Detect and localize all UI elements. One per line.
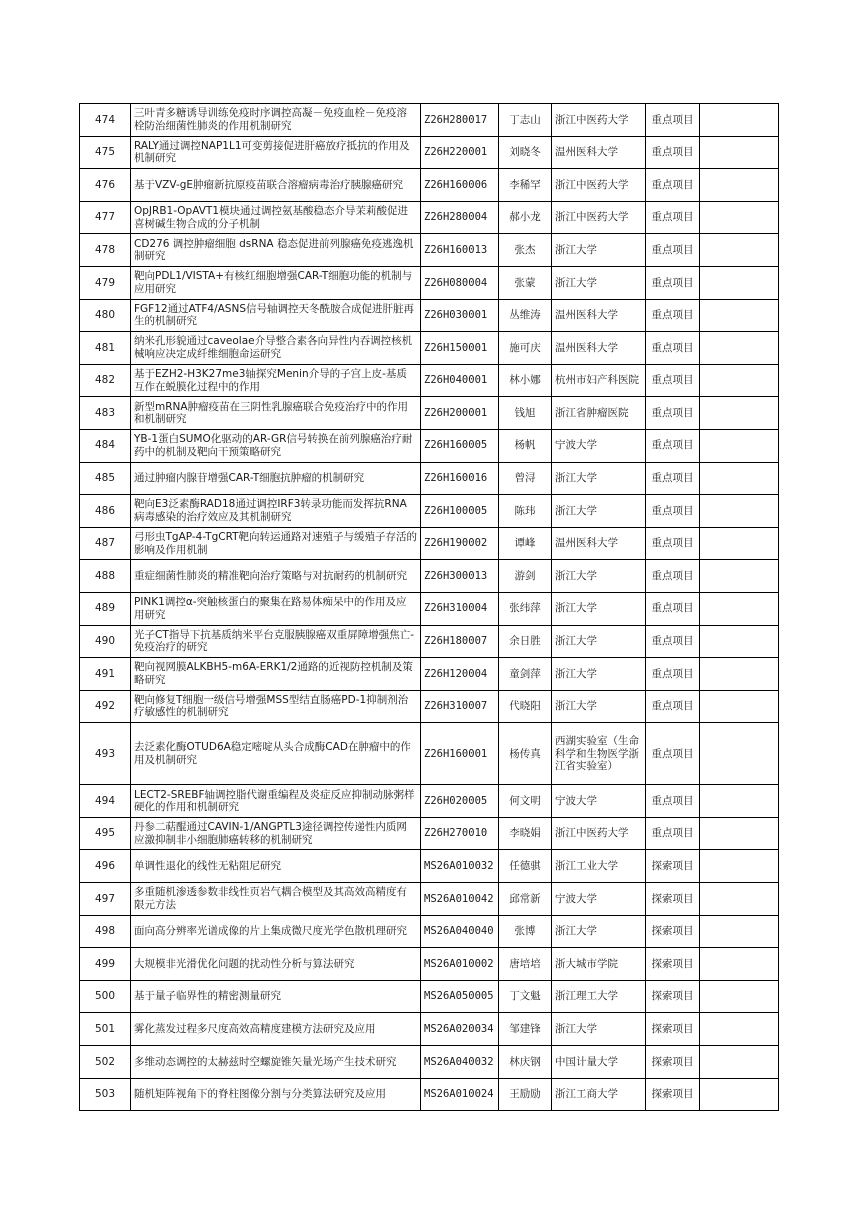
row-number: 491 bbox=[80, 658, 131, 691]
row-number: 482 bbox=[80, 364, 131, 397]
row-number: 488 bbox=[80, 560, 131, 593]
note-cell bbox=[700, 495, 779, 528]
project-code: Z26H150001 bbox=[421, 332, 499, 365]
institution: 浙江大学 bbox=[552, 234, 646, 267]
project-leader: 林小娜 bbox=[499, 364, 552, 397]
note-cell bbox=[700, 948, 779, 981]
project-type: 重点项目 bbox=[646, 234, 700, 267]
project-leader: 陈玮 bbox=[499, 495, 552, 528]
table-row bbox=[80, 690, 779, 723]
note-cell bbox=[700, 462, 779, 495]
institution: 浙江大学 bbox=[552, 915, 646, 948]
project-code: Z26H220001 bbox=[421, 136, 499, 169]
row-number: 486 bbox=[80, 495, 131, 528]
table-row bbox=[80, 299, 779, 332]
table-row bbox=[80, 592, 779, 625]
table-row bbox=[80, 332, 779, 365]
institution: 浙江大学 bbox=[552, 625, 646, 658]
note-cell bbox=[700, 201, 779, 234]
project-code: Z26H310007 bbox=[421, 690, 499, 723]
project-type: 重点项目 bbox=[646, 136, 700, 169]
project-leader: 邹建锋 bbox=[499, 1013, 552, 1046]
project-type: 探索项目 bbox=[646, 883, 700, 916]
project-code: MS26A040040 bbox=[421, 915, 499, 948]
table-row bbox=[80, 817, 779, 850]
row-number: 503 bbox=[80, 1078, 131, 1111]
project-title: 去泛素化酶OTUD6A稳定嘧啶从头合成酶CAD在肿瘤中的作用及机制研究 bbox=[131, 723, 421, 785]
project-leader: 杨传真 bbox=[499, 723, 552, 785]
project-leader: 张博 bbox=[499, 915, 552, 948]
project-code: Z26H300013 bbox=[421, 560, 499, 593]
note-cell bbox=[700, 397, 779, 430]
row-number: 501 bbox=[80, 1013, 131, 1046]
project-title: 大规模非光滑优化问题的扰动性分析与算法研究 bbox=[131, 948, 421, 981]
row-number: 480 bbox=[80, 299, 131, 332]
project-leader: 余日胜 bbox=[499, 625, 552, 658]
table-row bbox=[80, 723, 779, 785]
project-leader: 林庆钢 bbox=[499, 1046, 552, 1079]
project-title: RALY通过调控NAP1L1可变剪接促进肝癌放疗抵抗的作用及机制研究 bbox=[131, 136, 421, 169]
project-code: Z26H280004 bbox=[421, 201, 499, 234]
note-cell bbox=[700, 592, 779, 625]
row-number: 497 bbox=[80, 883, 131, 916]
project-code: Z26H080004 bbox=[421, 266, 499, 299]
project-list-table bbox=[79, 103, 779, 1111]
institution: 浙江中医药大学 bbox=[552, 104, 646, 137]
project-code: Z26H030001 bbox=[421, 299, 499, 332]
row-number: 499 bbox=[80, 948, 131, 981]
project-code: Z26H160001 bbox=[421, 723, 499, 785]
note-cell bbox=[700, 234, 779, 267]
project-code: Z26H120004 bbox=[421, 658, 499, 691]
project-leader: 张纬萍 bbox=[499, 592, 552, 625]
table-row bbox=[80, 201, 779, 234]
project-type: 探索项目 bbox=[646, 1046, 700, 1079]
project-type: 探索项目 bbox=[646, 850, 700, 883]
project-code: Z26H270010 bbox=[421, 817, 499, 850]
project-code: Z26H280017 bbox=[421, 104, 499, 137]
project-leader: 邱常新 bbox=[499, 883, 552, 916]
project-leader: 曾浔 bbox=[499, 462, 552, 495]
table-row bbox=[80, 1046, 779, 1079]
project-code: Z26H020005 bbox=[421, 785, 499, 818]
project-title: 基于VZV-gE肿瘤新抗原疫苗联合溶瘤病毒治疗胰腺癌研究 bbox=[131, 169, 421, 202]
project-title: 靶向PDL1/VISTA+有核红细胞增强CAR-T细胞功能的机制与应用研究 bbox=[131, 266, 421, 299]
institution: 浙江大学 bbox=[552, 266, 646, 299]
project-leader: 何文明 bbox=[499, 785, 552, 818]
row-number: 494 bbox=[80, 785, 131, 818]
project-leader: 杨帆 bbox=[499, 429, 552, 462]
project-title: 面向高分辨率光谱成像的片上集成微尺度光学色散机理研究 bbox=[131, 915, 421, 948]
row-number: 500 bbox=[80, 980, 131, 1013]
table-row bbox=[80, 266, 779, 299]
institution: 杭州市妇产科医院 bbox=[552, 364, 646, 397]
table-row bbox=[80, 527, 779, 560]
row-number: 485 bbox=[80, 462, 131, 495]
project-title: 通过肿瘤内腺苷增强CAR-T细胞抗肿瘤的机制研究 bbox=[131, 462, 421, 495]
institution: 宁波大学 bbox=[552, 429, 646, 462]
project-title: 新型mRNA肿瘤疫苗在三阴性乳腺癌联合免疫治疗中的作用和机制研究 bbox=[131, 397, 421, 430]
project-code: Z26H160013 bbox=[421, 234, 499, 267]
project-title: PINK1调控α-突触核蛋白的聚集在路易体痴呆中的作用及应用研究 bbox=[131, 592, 421, 625]
project-leader: 王励励 bbox=[499, 1078, 552, 1111]
table-row bbox=[80, 364, 779, 397]
table-row bbox=[80, 169, 779, 202]
note-cell bbox=[700, 980, 779, 1013]
project-type: 重点项目 bbox=[646, 201, 700, 234]
project-title: 雾化蒸发过程多尺度高效高精度建模方法研究及应用 bbox=[131, 1013, 421, 1046]
project-code: Z26H180007 bbox=[421, 625, 499, 658]
project-leader: 丁文魁 bbox=[499, 980, 552, 1013]
note-cell bbox=[700, 332, 779, 365]
row-number: 474 bbox=[80, 104, 131, 137]
row-number: 478 bbox=[80, 234, 131, 267]
project-title: 弓形虫TgAP-4-TgCRT靶向转运通路对速殖子与缓殖子存活的影响及作用机制 bbox=[131, 527, 421, 560]
project-type: 重点项目 bbox=[646, 299, 700, 332]
project-code: MS26A010032 bbox=[421, 850, 499, 883]
project-title: OpJRB1-OpAVT1模块通过调控氨基酸稳态介导茉莉酸促进喜树碱生物合成的分子机制 bbox=[131, 201, 421, 234]
institution: 浙江大学 bbox=[552, 495, 646, 528]
project-type: 重点项目 bbox=[646, 397, 700, 430]
project-type: 重点项目 bbox=[646, 429, 700, 462]
note-cell bbox=[700, 1013, 779, 1046]
project-leader: 郝小龙 bbox=[499, 201, 552, 234]
project-code: Z26H040001 bbox=[421, 364, 499, 397]
note-cell bbox=[700, 850, 779, 883]
note-cell bbox=[700, 136, 779, 169]
institution: 浙江大学 bbox=[552, 560, 646, 593]
note-cell bbox=[700, 1046, 779, 1079]
project-title: LECT2-SREBF轴调控脂代谢重编程及炎症反应抑制动脉粥样硬化的作用和机制研究 bbox=[131, 785, 421, 818]
note-cell bbox=[700, 527, 779, 560]
table-row bbox=[80, 883, 779, 916]
note-cell bbox=[700, 364, 779, 397]
project-type: 重点项目 bbox=[646, 364, 700, 397]
project-leader: 童剑萍 bbox=[499, 658, 552, 691]
table-row bbox=[80, 785, 779, 818]
table-row bbox=[80, 429, 779, 462]
project-title: 丹参二萜醌通过CAVIN-1/ANGPTL3途径调控传递性内质网应激抑制非小细胞肺癌转移的机制研究 bbox=[131, 817, 421, 850]
project-code: MS26A040032 bbox=[421, 1046, 499, 1079]
project-type: 重点项目 bbox=[646, 625, 700, 658]
project-type: 重点项目 bbox=[646, 592, 700, 625]
institution: 西湖实验室（生命科学和生物医学浙江省实验室） bbox=[552, 723, 646, 785]
project-leader: 谭峰 bbox=[499, 527, 552, 560]
project-leader: 施可庆 bbox=[499, 332, 552, 365]
row-number: 490 bbox=[80, 625, 131, 658]
row-number: 498 bbox=[80, 915, 131, 948]
institution: 浙江大学 bbox=[552, 462, 646, 495]
note-cell bbox=[700, 429, 779, 462]
project-code: Z26H310004 bbox=[421, 592, 499, 625]
row-number: 476 bbox=[80, 169, 131, 202]
project-leader: 张蒙 bbox=[499, 266, 552, 299]
row-number: 496 bbox=[80, 850, 131, 883]
row-number: 479 bbox=[80, 266, 131, 299]
institution: 浙大城市学院 bbox=[552, 948, 646, 981]
project-type: 探索项目 bbox=[646, 915, 700, 948]
project-title: 光子CT指导下抗基质纳米平台克服胰腺癌双重屏障增强焦亡-免疫治疗的研究 bbox=[131, 625, 421, 658]
project-title: 多维动态调控的太赫兹时空螺旋锥矢量光场产生技术研究 bbox=[131, 1046, 421, 1079]
table-row bbox=[80, 850, 779, 883]
project-title: 靶向E3泛素酶RAD18通过调控IRF3转录功能而发挥抗RNA病毒感染的治疗效应及其机制研究 bbox=[131, 495, 421, 528]
project-type: 重点项目 bbox=[646, 658, 700, 691]
project-code: Z26H190002 bbox=[421, 527, 499, 560]
institution: 浙江大学 bbox=[552, 1013, 646, 1046]
project-title: 重症细菌性肺炎的精准靶向治疗策略与对抗耐药的机制研究 bbox=[131, 560, 421, 593]
project-code: MS26A050005 bbox=[421, 980, 499, 1013]
project-leader: 游剑 bbox=[499, 560, 552, 593]
project-title: YB-1蛋白SUMO化驱动的AR-GR信号转换在前列腺癌治疗耐药中的机制及靶向干预策略研究 bbox=[131, 429, 421, 462]
note-cell bbox=[700, 625, 779, 658]
project-type: 探索项目 bbox=[646, 1013, 700, 1046]
project-code: Z26H160016 bbox=[421, 462, 499, 495]
project-type: 重点项目 bbox=[646, 462, 700, 495]
table-row bbox=[80, 1078, 779, 1111]
note-cell bbox=[700, 883, 779, 916]
institution: 浙江工业大学 bbox=[552, 850, 646, 883]
institution: 温州医科大学 bbox=[552, 527, 646, 560]
project-code: MS26A020034 bbox=[421, 1013, 499, 1046]
table-row bbox=[80, 495, 779, 528]
project-code: Z26H160005 bbox=[421, 429, 499, 462]
project-type: 重点项目 bbox=[646, 527, 700, 560]
institution: 温州医科大学 bbox=[552, 136, 646, 169]
project-title: 靶向视网膜ALKBH5-m6A-ERK1/2通路的近视防控机制及策略研究 bbox=[131, 658, 421, 691]
institution: 宁波大学 bbox=[552, 785, 646, 818]
project-title: CD276 调控肿瘤细胞 dsRNA 稳态促进前列腺癌免疫逃逸机制研究 bbox=[131, 234, 421, 267]
project-type: 探索项目 bbox=[646, 1078, 700, 1111]
table-row bbox=[80, 948, 779, 981]
row-number: 489 bbox=[80, 592, 131, 625]
project-code: MS26A010042 bbox=[421, 883, 499, 916]
row-number: 487 bbox=[80, 527, 131, 560]
project-code: Z26H200001 bbox=[421, 397, 499, 430]
project-type: 探索项目 bbox=[646, 980, 700, 1013]
table-row bbox=[80, 104, 779, 137]
institution: 浙江大学 bbox=[552, 592, 646, 625]
note-cell bbox=[700, 299, 779, 332]
institution: 浙江大学 bbox=[552, 690, 646, 723]
project-title: 随机矩阵视角下的脊柱图像分割与分类算法研究及应用 bbox=[131, 1078, 421, 1111]
project-leader: 李稀罕 bbox=[499, 169, 552, 202]
project-leader: 刘晓冬 bbox=[499, 136, 552, 169]
project-type: 探索项目 bbox=[646, 948, 700, 981]
project-type: 重点项目 bbox=[646, 785, 700, 818]
project-type: 重点项目 bbox=[646, 495, 700, 528]
project-leader: 丁志山 bbox=[499, 104, 552, 137]
institution: 温州医科大学 bbox=[552, 332, 646, 365]
row-number: 484 bbox=[80, 429, 131, 462]
note-cell bbox=[700, 785, 779, 818]
row-number: 502 bbox=[80, 1046, 131, 1079]
project-code: Z26H100005 bbox=[421, 495, 499, 528]
institution: 温州医科大学 bbox=[552, 299, 646, 332]
row-number: 475 bbox=[80, 136, 131, 169]
institution: 浙江中医药大学 bbox=[552, 169, 646, 202]
institution: 浙江中医药大学 bbox=[552, 817, 646, 850]
project-type: 重点项目 bbox=[646, 723, 700, 785]
institution: 浙江理工大学 bbox=[552, 980, 646, 1013]
institution: 浙江大学 bbox=[552, 658, 646, 691]
note-cell bbox=[700, 104, 779, 137]
project-title: 单调性退化的线性无粘阻尼研究 bbox=[131, 850, 421, 883]
project-type: 重点项目 bbox=[646, 169, 700, 202]
project-leader: 代晓阳 bbox=[499, 690, 552, 723]
note-cell bbox=[700, 915, 779, 948]
note-cell bbox=[700, 560, 779, 593]
note-cell bbox=[700, 723, 779, 785]
project-code: MS26A010024 bbox=[421, 1078, 499, 1111]
project-leader: 唐培培 bbox=[499, 948, 552, 981]
table-row bbox=[80, 462, 779, 495]
project-code: Z26H160006 bbox=[421, 169, 499, 202]
table-row bbox=[80, 560, 779, 593]
project-title: FGF12通过ATF4/ASNS信号轴调控天冬酰胺合成促进肝脏再生的机制研究 bbox=[131, 299, 421, 332]
row-number: 495 bbox=[80, 817, 131, 850]
project-title: 三叶青多糖诱导训练免疫时序调控高凝－免疫血栓－免疫溶栓防治细菌性肺炎的作用机制研究 bbox=[131, 104, 421, 137]
institution: 浙江中医药大学 bbox=[552, 201, 646, 234]
project-leader: 钱旭 bbox=[499, 397, 552, 430]
table-row bbox=[80, 625, 779, 658]
table-row bbox=[80, 980, 779, 1013]
row-number: 477 bbox=[80, 201, 131, 234]
row-number: 483 bbox=[80, 397, 131, 430]
note-cell bbox=[700, 817, 779, 850]
project-type: 重点项目 bbox=[646, 560, 700, 593]
project-title: 基于EZH2-H3K27me3轴探究Menin介导的子宫上皮-基质互作在蜕膜化过程中的作用 bbox=[131, 364, 421, 397]
project-type: 重点项目 bbox=[646, 690, 700, 723]
institution: 浙江工商大学 bbox=[552, 1078, 646, 1111]
project-leader: 丛维涛 bbox=[499, 299, 552, 332]
note-cell bbox=[700, 690, 779, 723]
project-type: 重点项目 bbox=[646, 104, 700, 137]
project-type: 重点项目 bbox=[646, 332, 700, 365]
project-leader: 张杰 bbox=[499, 234, 552, 267]
row-number: 492 bbox=[80, 690, 131, 723]
note-cell bbox=[700, 1078, 779, 1111]
project-code: MS26A010002 bbox=[421, 948, 499, 981]
project-title: 基于量子临界性的精密测量研究 bbox=[131, 980, 421, 1013]
row-number: 481 bbox=[80, 332, 131, 365]
project-type: 重点项目 bbox=[646, 266, 700, 299]
table-row bbox=[80, 915, 779, 948]
project-title: 多重随机渗透参数非线性页岩气耦合模型及其高效高精度有限元方法 bbox=[131, 883, 421, 916]
institution: 浙江省肿瘤医院 bbox=[552, 397, 646, 430]
project-title: 靶向修复T细胞一级信号增强MSS型结直肠癌PD-1抑制剂治疗敏感性的机制研究 bbox=[131, 690, 421, 723]
table-row bbox=[80, 1013, 779, 1046]
project-leader: 任德骐 bbox=[499, 850, 552, 883]
row-number: 493 bbox=[80, 723, 131, 785]
project-type: 重点项目 bbox=[646, 817, 700, 850]
note-cell bbox=[700, 266, 779, 299]
project-title: 纳米孔形貌通过caveolae介导整合素各向异性内吞调控核机械响应决定成纤维细胞命运研究 bbox=[131, 332, 421, 365]
institution: 中国计量大学 bbox=[552, 1046, 646, 1079]
table-row bbox=[80, 397, 779, 430]
table-row bbox=[80, 136, 779, 169]
institution: 宁波大学 bbox=[552, 883, 646, 916]
table-body bbox=[80, 104, 779, 1111]
project-leader: 李晓娟 bbox=[499, 817, 552, 850]
table-row bbox=[80, 234, 779, 267]
table-row bbox=[80, 658, 779, 691]
note-cell bbox=[700, 658, 779, 691]
note-cell bbox=[700, 169, 779, 202]
